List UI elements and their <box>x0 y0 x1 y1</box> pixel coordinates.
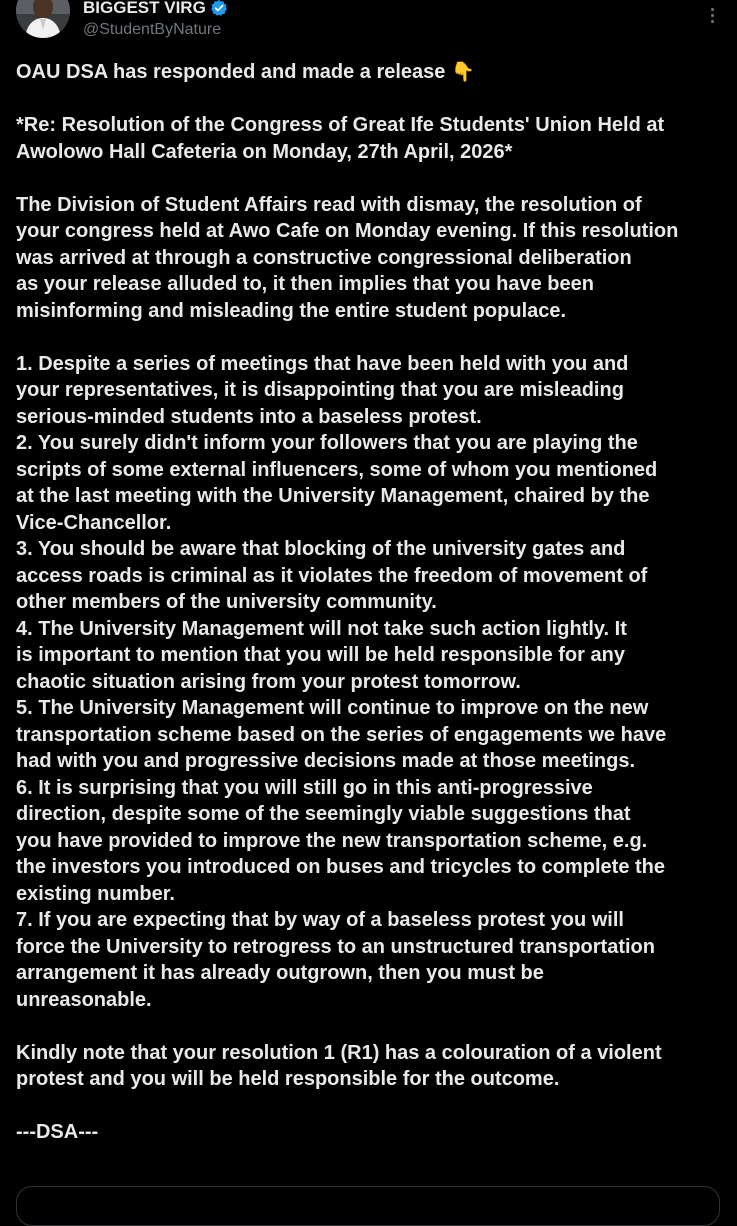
tweet-intro: OAU DSA has responded and made a release <box>16 61 446 83</box>
paragraph-line: your congress held at Awo Cafe on Monday evening. If this resolution <box>16 220 679 242</box>
point-line: 6. It is surprising that you will still go in this anti-progressive <box>16 776 593 799</box>
point-line: 7. If you are expecting that by way of a baseless protest you will <box>16 909 624 931</box>
point-line: unreasonable. <box>16 988 152 1011</box>
point-line: serious-minded students into a baseless protest. <box>16 405 482 428</box>
more-options-icon[interactable] <box>698 6 726 24</box>
subject-line: *Re: Resolution of the Congress of Great Ife Students' Union Held at <box>16 114 665 136</box>
closing-line: protest and you will be held responsible for the outcome. <box>16 1068 560 1090</box>
point-line: 4. The University Management will not take such action lightly. It <box>16 617 627 640</box>
point-line: the investors you introduced on buses and tricycles to complete the <box>16 856 666 878</box>
point-line: access roads is criminal as it violates the freedom of movement of <box>16 564 648 587</box>
point-line: direction, despite some of the seemingly viable suggestions that <box>16 803 631 825</box>
display-name-row[interactable] <box>83 0 228 19</box>
point-line: existing number. <box>16 882 175 905</box>
tweet-header <box>0 0 737 48</box>
intro-paragraph <box>16 192 728 325</box>
point-line: scripts of some external influencers, some of whom you mentioned <box>16 458 658 481</box>
point-line: you have provided to improve the new transportation scheme, e.g. <box>16 829 648 852</box>
signature: ---DSA--- <box>16 1121 99 1143</box>
point-line: other members of the university community. <box>16 591 437 613</box>
point-line: chaotic situation arising from your protest tomorrow. <box>16 670 521 693</box>
closing-line: Kindly note that your resolution 1 (R1) has a colouration of a violent <box>16 1041 662 1064</box>
point-line: had with you and progressive decisions made at those meetings. <box>16 750 636 772</box>
point-line: force the University to retrogress to an unstructured transportation <box>16 935 655 958</box>
user-handle[interactable]: @StudentByNature <box>83 21 222 38</box>
point-line: transportation scheme based on the series of engagements we have <box>16 723 667 746</box>
display-name[interactable]: BIGGEST VIRG <box>83 0 206 17</box>
point-line: 3. You should be aware that blocking of the university gates and <box>16 538 626 560</box>
verified-badge-icon <box>210 0 228 17</box>
point-line: is important to mention that you will be held responsible for any <box>16 644 625 666</box>
point-line: 1. Despite a series of meetings that have been held with you and <box>16 352 629 375</box>
tweet-intro-line <box>16 59 728 86</box>
avatar[interactable] <box>16 0 70 38</box>
avatar-portrait-icon <box>16 0 70 38</box>
paragraph-line: as your release alluded to, it then implies that you have been <box>16 273 594 295</box>
tweet-text <box>16 59 728 1146</box>
subject-line: Awolowo Hall Cafeteria on Monday, 27th April, 2026* <box>16 140 513 163</box>
embedded-card[interactable] <box>16 1186 720 1226</box>
paragraph-line: was arrived at through a constructive congressional deliberation <box>16 246 632 269</box>
paragraph-line: The Division of Student Affairs read with dismay, the resolution of <box>16 193 642 216</box>
paragraph-line: misinforming and misleading the entire student populace. <box>16 299 567 322</box>
closing-paragraph <box>16 1040 728 1093</box>
point-line: your representatives, it is disappointing that you are misleading <box>16 379 624 401</box>
point-line: at the last meeting with the University Management, chaired by the <box>16 485 650 507</box>
point-line: arrangement it has already outgrown, then you must be <box>16 962 544 984</box>
point-line: 2. You surely didn't inform your followers that you are playing the <box>16 432 638 454</box>
numbered-points <box>16 351 728 1014</box>
point-line: 5. The University Management will continue to improve on the new <box>16 697 649 719</box>
pointing-down-emoji-icon: 👇 <box>450 61 475 83</box>
point-line: Vice-Chancellor. <box>16 511 172 534</box>
